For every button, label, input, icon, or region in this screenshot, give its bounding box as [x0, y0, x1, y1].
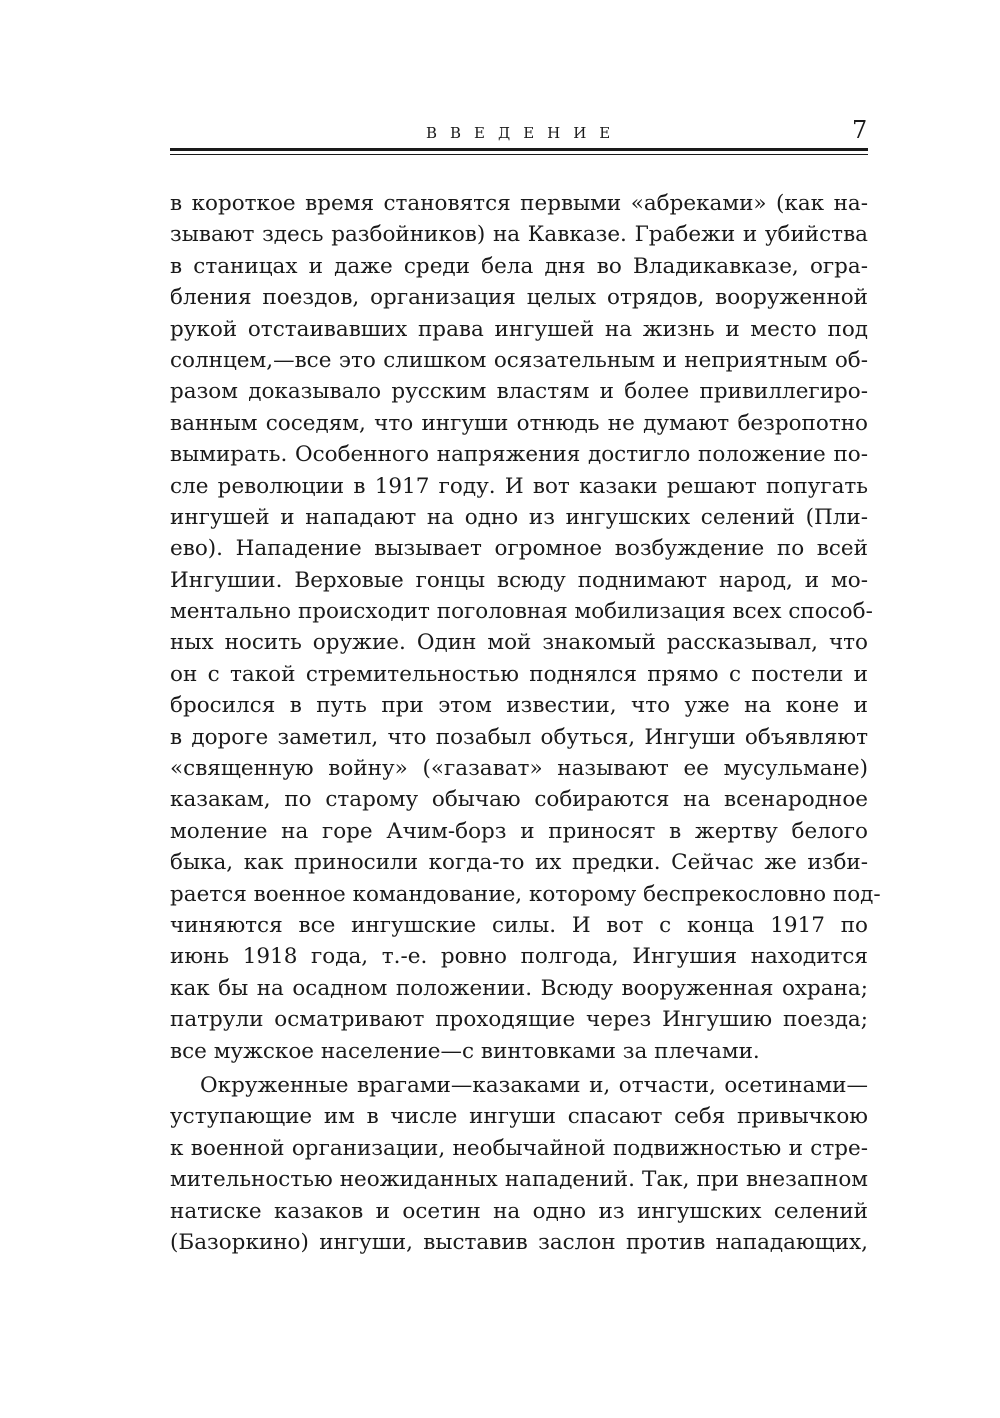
text-line: натиске казаков и осетин на одно из ингушских селений	[170, 1198, 868, 1224]
text-line: моление на горе Ачим-борз и приносят в жертву белого	[170, 818, 868, 844]
text-line: ингушей и нападают на одно из ингушских селений (Пли-	[170, 504, 868, 530]
text-line: в дороге заметил, что позабыл обуться, Ингуши объявляют	[170, 724, 868, 750]
header-rule-thin	[170, 154, 868, 155]
text-line: в станицах и даже среди бела дня во Владикавказе, огра-	[170, 253, 868, 279]
header-rule-thick	[170, 148, 868, 151]
body-text	[170, 188, 881, 1258]
text-line: ментально происходит поголовная мобилизация всех способ-	[170, 599, 873, 625]
text-line: Окруженные врагами—казаками и, отчасти, осетинами—	[200, 1072, 868, 1098]
text-line: рается военное командование, которому беспрекословно под-	[170, 881, 881, 907]
running-head-title: ВВЕДЕНИЕ	[426, 124, 624, 142]
text-line: все мужское население—с винтовками за плечами.	[170, 1038, 760, 1064]
text-line: разом доказывало русским властям и более привиллегиро-	[170, 379, 868, 405]
text-line: он с такой стремительностью поднялся прямо с постели и	[170, 661, 868, 687]
paragraph-2	[170, 1070, 868, 1258]
text-line: вымирать. Особенного напряжения достигло положение по-	[170, 442, 868, 468]
text-line: сле революции в 1917 году. И вот казаки решают попугать	[170, 473, 868, 499]
text-line: зывают здесь разбойников) на Кавказе. Грабежи и убийства	[170, 222, 868, 248]
page-number: 7	[852, 116, 868, 144]
text-line: уступающие им в числе ингуши спасают себя привычкою	[170, 1104, 868, 1130]
text-line: «священную войну» («газават» называют ее мусульмане)	[170, 756, 868, 782]
text-line: к военной организации, необычайной подвижностью и стре-	[170, 1135, 868, 1161]
text-line: рукой отстаивавших права ингушей на жизнь и место под	[170, 316, 868, 342]
text-line: (Базоркино) ингуши, выставив заслон против нападающих,	[170, 1229, 868, 1255]
text-line: казакам, по старому обычаю собираются на всенародное	[170, 787, 868, 813]
text-line: как бы на осадном положении. Всюду вооруженная охрана;	[170, 975, 868, 1001]
text-line: июнь 1918 года, т.-е. ровно полгода, Ингушия находится	[170, 944, 868, 970]
text-line: Ингушии. Верховые гонцы всюду поднимают народ, и мо-	[170, 567, 868, 593]
text-line: ево). Нападение вызывает огромное возбуждение по всей	[170, 536, 868, 562]
text-line: быка, как приносили когда-то их предки. Сейчас же изби-	[170, 850, 868, 876]
text-line: в короткое время становятся первыми «абреками» (как на-	[170, 191, 868, 216]
text-line: солнцем,—все это слишком осязательным и неприятным об-	[170, 347, 868, 373]
text-line: чиняются все ингушские силы. И вот с конца 1917 по	[170, 912, 868, 938]
text-line: бления поездов, организация целых отрядов, вооруженной	[170, 285, 868, 311]
text-line: ных носить оружие. Один мой знакомый рассказывал, что	[170, 630, 868, 656]
text-line: патрули осматривают проходящие через Ингушию поезда;	[170, 1007, 868, 1033]
text-line: мительностью неожиданных нападений. Так, при внезапном	[170, 1167, 868, 1193]
paragraph-1	[170, 188, 881, 1067]
text-line: бросился в путь при этом известии, что уже на коне и	[170, 693, 868, 719]
text-line: ванным соседям, что ингуши отнюдь не думают безропотно	[170, 410, 868, 436]
